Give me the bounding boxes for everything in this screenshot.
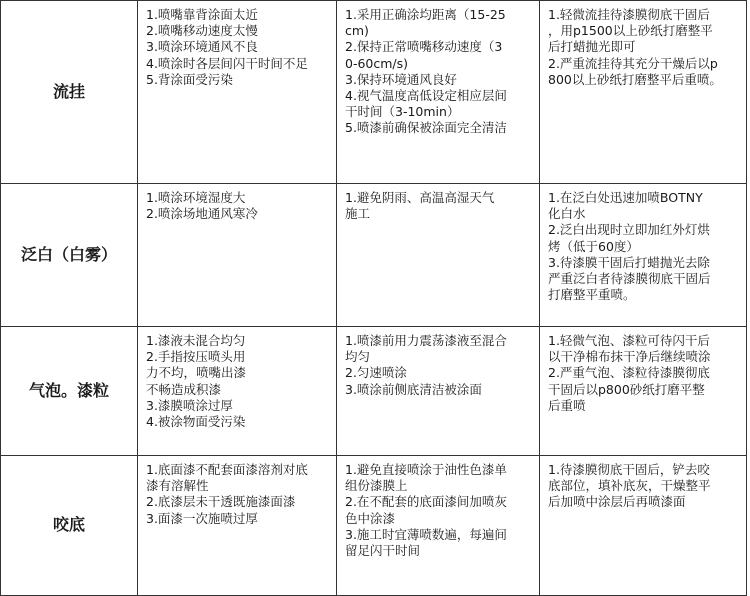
cell-text-line: 2.底漆层未干透既施漆面漆	[146, 494, 296, 510]
cell-text-line: 1.采用正确涂均距离（15-25	[345, 7, 506, 22]
issue-cell: 气泡。漆粒	[1, 327, 138, 456]
issue-cell: 咬底	[1, 456, 138, 596]
cell-text-line: 1.避免阴雨、高温高湿天气	[345, 190, 495, 205]
remedy-cell	[540, 456, 747, 596]
cell-text-line: 1.漆液未混合均匀	[146, 333, 246, 348]
table-row	[1, 1, 747, 184]
cell-text-line: ，用p1500以上砂纸打磨整平	[548, 23, 713, 39]
cell-text-line: 以干净棉布抹干净后继续喷涂	[548, 349, 711, 365]
cell-text-line: 1.在泛白处迅速加喷BOTNY	[548, 190, 703, 205]
cell-text-line: 3.保持环境通风良好	[345, 71, 457, 87]
cell-text-line: 1.轻微气泡、漆粒可待闪干后	[548, 333, 710, 348]
cell-text-line: 后打蜡抛光即可	[548, 39, 636, 55]
cell-text-line: 2.手指按压喷头用	[146, 349, 246, 365]
cell-text-line: 3.喷涂前侧底清洁被涂面	[345, 381, 482, 397]
cell-text-line: 1.喷漆前用力震荡漆液至混合	[345, 333, 507, 348]
prevention-cell	[337, 1, 540, 184]
cell-text-line: 2.保持正常喷嘴移动速度（3	[345, 39, 503, 55]
cell-text-line: 打磨整平重喷。	[548, 287, 636, 303]
prevention-cell	[337, 184, 540, 327]
causes-cell	[138, 184, 337, 327]
cell-text-line: 5.喷漆前确保被涂面完全清洁	[345, 120, 507, 136]
prevention-cell	[337, 456, 540, 596]
remedy-cell	[540, 184, 747, 327]
cell-text-line: 1.轻微流挂待漆膜彻底干固后	[548, 7, 710, 22]
cell-text-line: 留足闪干时间	[345, 543, 421, 559]
remedy-cell	[540, 327, 747, 456]
cell-text-line: 1.待漆膜彻底干固后，铲去咬	[548, 462, 710, 477]
cell-text-line: 2.严重气泡、漆粒待漆膜彻底	[548, 365, 710, 381]
table-row	[1, 184, 747, 327]
cell-text-line: 底部位，填补底灰，干燥整平	[548, 478, 711, 494]
table-body	[1, 1, 747, 596]
cell-text-line: 严重泛白者待漆膜彻底干固后	[548, 271, 711, 287]
cell-text-line: 3.施工时宜薄喷数遍，每遍间	[345, 526, 507, 542]
cell-text-line: 1.避免直接喷涂于油性色漆单	[345, 462, 507, 477]
cell-text-line: 3.面漆一次施喷过厚	[146, 510, 258, 526]
cell-text-line: 3.待漆膜干固后打蜡抛光去除	[548, 254, 710, 270]
cell-text-line: 4.喷涂时各层间闪干时间不足	[146, 55, 308, 71]
cell-text-line: 化白水	[548, 206, 586, 222]
cell-text-line: 不畅造成积漆	[146, 381, 222, 397]
cell-text-line: 1.喷涂环境湿度大	[146, 190, 246, 205]
cell-text-line: 力不均，喷嘴出漆	[146, 365, 247, 381]
cell-text-line: 施工	[345, 206, 371, 222]
cell-text-line: 均匀	[345, 349, 371, 365]
prevention-cell	[337, 327, 540, 456]
cell-text-line: 1.喷嘴靠背涂面太近	[146, 7, 258, 22]
cell-text-line: 2.在不配套的底面漆间加喷灰	[345, 494, 507, 510]
cell-text-line: 烤（低于60度）	[548, 238, 639, 254]
cell-text-line: 干固后以p800砂纸打磨平整	[548, 381, 705, 397]
cell-text-line: 4.视气温度高低设定相应层间	[345, 88, 507, 104]
cell-text-line: 2.严重流挂待其充分干燥后以p	[548, 55, 718, 71]
cell-text-line: 3.喷涂环境通风不良	[146, 39, 258, 55]
cell-text-line: 2.喷涂场地通风寒冷	[146, 206, 258, 222]
cell-text-line: 2.泛白出现时立即加红外灯烘	[548, 222, 710, 238]
cell-text-line: 色中涂漆	[345, 510, 396, 526]
cell-text-line: 漆有溶解性	[146, 478, 209, 494]
table-row	[1, 456, 747, 596]
cell-text-line: 组份漆膜上	[345, 478, 408, 494]
issue-cell: 泛白（白雾）	[1, 184, 138, 327]
cell-text-line: 2.喷嘴移动速度太慢	[146, 23, 258, 39]
causes-cell	[138, 327, 337, 456]
cell-text-line: 0-60cm/s)	[345, 55, 409, 71]
table-row	[1, 327, 747, 456]
cell-text-line: 干时间（3-10min）	[345, 104, 460, 120]
cell-text-line: 后加喷中涂层后再喷漆面	[548, 494, 686, 510]
cell-text-line: 5.背涂面受污染	[146, 71, 233, 87]
cell-text-line: 4.被涂物面受污染	[146, 414, 246, 430]
cell-text-line: 后重喷	[548, 397, 586, 413]
cell-text-line: 800以上砂纸打磨整平后重喷。	[548, 71, 722, 87]
cell-text-line: 1.底面漆不配套面漆溶剂对底	[146, 462, 308, 477]
causes-cell	[138, 456, 337, 596]
remedy-cell	[540, 1, 747, 184]
cell-text-line: cm)	[345, 23, 369, 39]
cell-text-line: 3.漆膜喷涂过厚	[146, 397, 233, 413]
cell-text-line: 2.匀速喷涂	[345, 365, 407, 381]
causes-cell	[138, 1, 337, 184]
issue-cell: 流挂	[1, 1, 138, 184]
